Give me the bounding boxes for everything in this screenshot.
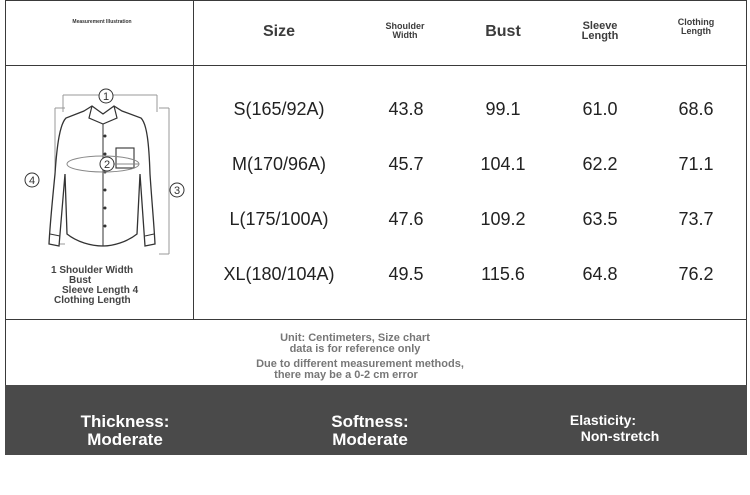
cell-shoulder: 47.6 [388,209,424,229]
attribute-bar [5,385,747,455]
border-top [5,0,747,1]
header-width-word: Width [392,30,418,40]
error-note [210,359,510,381]
thickness-attribute [55,413,195,449]
illustration-column-divider [193,0,194,320]
cell-length: 73.7 [678,209,714,229]
elasticity-attribute [550,412,690,444]
header-clothing-length-word: Length [681,26,711,36]
legend-line-4: Clothing Length [54,295,131,306]
cell-sleeve: 61.0 [582,99,618,119]
header-clothing-length [656,18,736,36]
svg-text:4: 4 [28,175,36,187]
elasticity-value: Non-stretch [580,428,660,444]
header-sleeve-length [560,21,640,41]
softness-label: Softness: [331,412,409,431]
cell-length: 71.1 [678,154,714,174]
illustration-header: Measurement Illustration [72,19,132,25]
legend-line-2: Bust [69,275,92,286]
header-shoulder-width [365,22,445,40]
marker-3 [170,183,184,197]
shirt-outline [49,106,155,246]
softness-attribute [300,413,440,449]
size-chart [5,0,747,455]
border-left [5,0,6,385]
cell-sleeve: 63.5 [582,209,618,229]
shirt-measurement-illustration [21,84,186,264]
header-divider [5,65,747,66]
header-shoulder-word: Shoulder [385,21,425,31]
unit-note-line-2: data is for reference only [289,343,421,355]
error-note-line-2: there may be a 0-2 cm error [274,369,418,381]
cell-size: XL(180/104A) [223,264,335,284]
elasticity-label: Elasticity: [569,412,637,428]
svg-text:3: 3 [173,185,181,197]
softness-value: Moderate [332,430,408,449]
cell-shoulder: 45.7 [388,154,424,174]
svg-text:2: 2 [103,159,111,171]
cell-size: S(165/92A) [233,99,325,119]
cell-bust: 99.1 [485,99,521,119]
marker-4 [25,173,39,187]
cell-shoulder: 43.8 [388,99,424,119]
cell-size: M(170/96A) [231,154,327,174]
error-note-line-1: Due to different measurement methods, [256,358,464,370]
cell-sleeve: 62.2 [582,154,618,174]
svg-text:1: 1 [102,91,110,103]
cell-bust: 104.1 [480,154,526,174]
thickness-label: Thickness: [80,412,170,431]
cell-shoulder: 49.5 [388,264,424,284]
cell-size: L(175/100A) [229,209,329,229]
marker-1 [99,89,113,103]
cell-length: 76.2 [678,264,714,284]
unit-note-line-1: Unit: Centimeters, Size chart [280,332,430,344]
header-clothing-word: Clothing [677,17,715,27]
cell-bust: 109.2 [480,209,526,229]
header-size: Size [262,23,295,40]
cell-sleeve: 64.8 [582,264,618,284]
legend-line-3: Sleeve Length 4 [62,285,139,296]
cell-bust: 115.6 [481,264,525,284]
header-length-word: Length [581,30,619,42]
table-bottom-divider [5,319,747,320]
border-right [746,0,747,385]
header-bust: Bust [485,23,521,40]
illustration-legend [45,266,138,306]
legend-line-1: 1 Shoulder Width [51,265,134,276]
thickness-value: Moderate [87,430,163,449]
header-sleeve-word: Sleeve [582,20,618,32]
cell-length: 68.6 [678,99,714,119]
marker-2 [100,157,114,171]
unit-note [245,333,465,355]
